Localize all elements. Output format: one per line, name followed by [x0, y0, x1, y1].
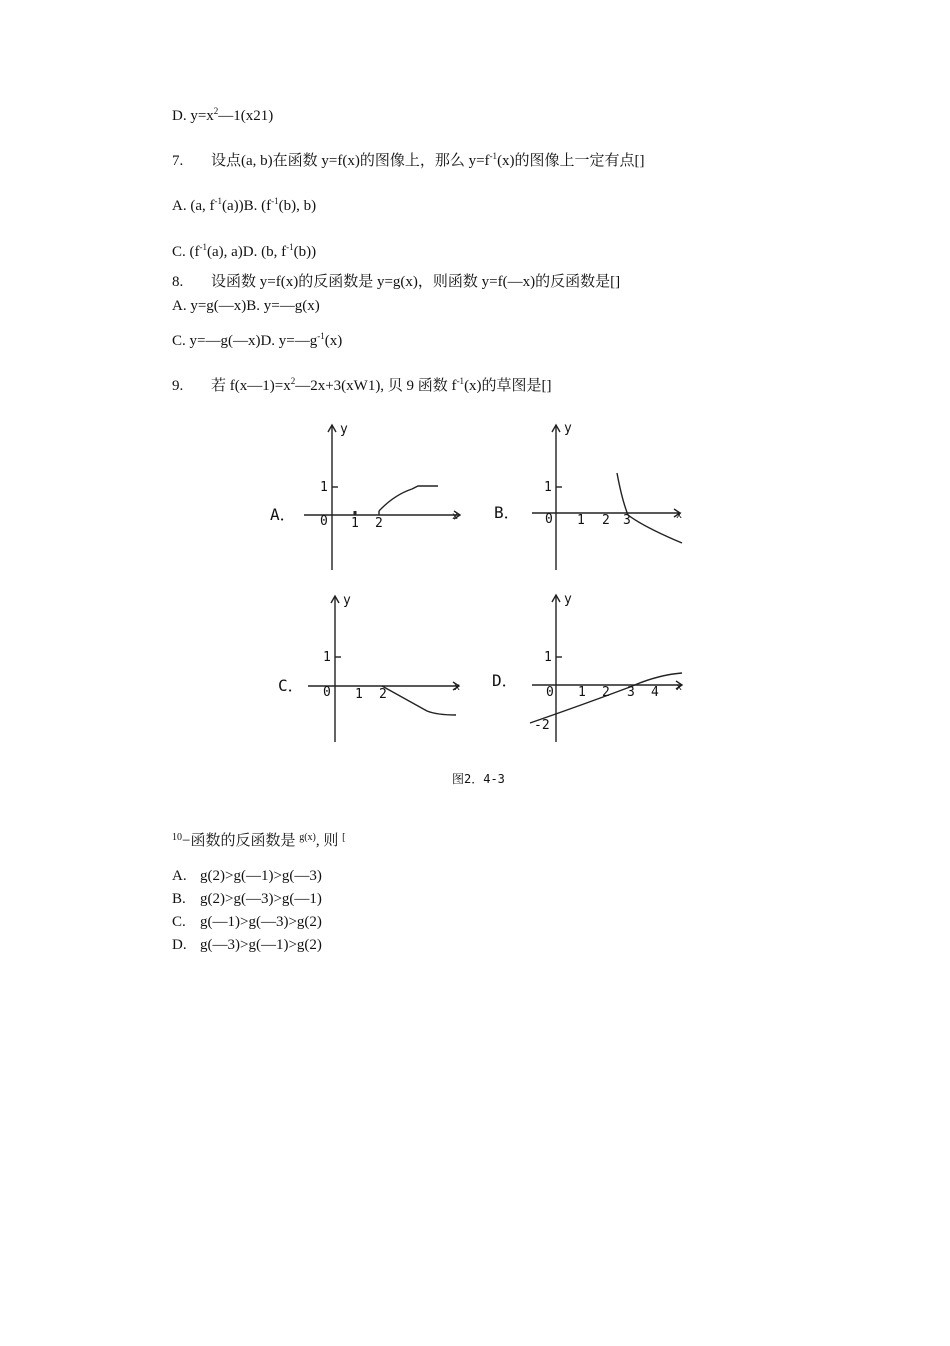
- q9-figure: [262, 415, 692, 795]
- panel-a-tick-y: 1: [320, 480, 328, 495]
- panel-c-tick-x1: 1: [355, 687, 363, 702]
- q7-stem: [172, 152, 645, 170]
- q9-s3: (x)的草图是[]: [464, 378, 552, 394]
- q7-cd-sup1: -1: [199, 242, 207, 252]
- q7-stem-sup: -1: [489, 151, 498, 161]
- q7-cd-2: (a), a)D. (b, f: [207, 244, 287, 260]
- panel-b-origin: 0: [545, 512, 553, 527]
- q10-option-d: [172, 936, 322, 954]
- panel-c-curve: [382, 686, 456, 715]
- q10-option-b-text: g(2)>g(—3)>g(—1): [200, 891, 322, 907]
- q10-tail: [: [342, 832, 346, 843]
- q8-options-cd: [172, 332, 342, 350]
- panel-c-y-label: y: [343, 593, 351, 608]
- panel-d-origin: 0: [546, 685, 554, 700]
- panel-a-x-label: x: [452, 511, 459, 522]
- q6d-text-post: —1(x21): [218, 108, 274, 124]
- q8-cd-2: (x): [324, 333, 343, 349]
- panel-b-tick-x3: 3: [623, 513, 631, 528]
- q10-number: 10: [172, 832, 182, 843]
- panel-c-x-label: x: [454, 682, 461, 693]
- q9-stem: [172, 377, 552, 395]
- q7-stem-a: 设点(a, b)在函数 y=f(x)的图像上，那么 y=f: [211, 153, 490, 169]
- q7-ab-2: (a))B. (f: [221, 198, 272, 214]
- q10-option-b-letter: B.: [172, 891, 186, 907]
- panel-d-tick-x4: 4: [651, 685, 659, 700]
- q7-cd-3: (b)): [293, 244, 317, 260]
- panel-a-y-label: y: [340, 422, 348, 437]
- q7-ab-3: (b), b): [278, 198, 317, 214]
- panel-d-tick-x3: 3: [627, 685, 635, 700]
- panel-d-tick-x2: 2: [602, 685, 610, 700]
- q8-stem-text: 设函数 y=f(x)的反函数是 y=g(x)，则函数 y=f(—x)的反函数是[]: [211, 274, 621, 290]
- q10-option-c-letter: C.: [172, 914, 186, 930]
- q10-option-c-text: g(—1)>g(—3)>g(2): [200, 914, 322, 930]
- q7-stem-b: (x)的图像上一定有点[]: [497, 153, 645, 169]
- q10-option-d-letter: D.: [172, 937, 187, 953]
- q6d-text: D. y=x: [172, 108, 214, 124]
- q10-gx: g(x): [299, 832, 316, 843]
- panel-b-curve: [617, 473, 682, 543]
- q8-number: 8.: [172, 274, 184, 290]
- q6-option-d: [172, 107, 273, 125]
- q10-post: , 则: [315, 833, 339, 849]
- q9-sup1: 2: [290, 376, 296, 386]
- q8-stem: [172, 273, 620, 291]
- q6d-sup: 2: [213, 106, 219, 116]
- panel-b-tick-y: 1: [544, 480, 552, 495]
- panel-d-tick-y: 1: [544, 650, 552, 665]
- q7-number: 7.: [172, 153, 184, 169]
- q7-options-cd: [172, 243, 316, 261]
- q9-s2: —2x+3(xW1), 贝 9 函数 f: [295, 378, 457, 394]
- panel-d-y-label: y: [564, 592, 572, 607]
- panel-b-tick-x2: 2: [602, 513, 610, 528]
- q10-stem: [172, 829, 346, 850]
- q8-options-ab: A. y=g(—x)B. y=—g(x): [172, 298, 320, 314]
- panel-d-label: D．: [492, 671, 518, 690]
- q9-number: 9.: [172, 378, 184, 394]
- panel-a-origin: 0: [320, 514, 328, 529]
- panel-d-tick-x1: 1: [578, 685, 586, 700]
- q9-sup2: -1: [456, 376, 465, 386]
- q10-option-c: [172, 913, 322, 931]
- panel-b-y-label: y: [564, 421, 572, 436]
- q10-option-a-text: g(2)>g(—1)>g(—3): [200, 868, 322, 884]
- panel-a-label: A．: [270, 505, 296, 524]
- panel-c-origin: 0: [323, 685, 331, 700]
- q10-option-a: [172, 867, 322, 885]
- panel-b-label: B．: [494, 503, 520, 522]
- q7-ab-1: A. (a, f: [172, 198, 215, 214]
- q7-cd-1: C. (f: [172, 244, 200, 260]
- panel-c-label: C．: [278, 676, 304, 695]
- q10-option-b: [172, 890, 322, 908]
- panel-a-curve: [379, 486, 438, 511]
- q9-s1: 若 f(x—1)=x: [211, 378, 291, 394]
- q7-ab-sup1: -1: [214, 196, 222, 206]
- q10-option-a-letter: A.: [172, 868, 187, 884]
- q8-cd-1: C. y=—g(—x)D. y=—g: [172, 333, 318, 349]
- figure-caption: 图2．4-3: [452, 772, 505, 786]
- q7-ab-sup2: -1: [271, 196, 279, 206]
- panel-b-x-label: x: [676, 510, 683, 521]
- panel-b-tick-x1: 1: [577, 513, 585, 528]
- q7-cd-sup2: -1: [286, 242, 294, 252]
- panel-c-tick-y: 1: [323, 650, 331, 665]
- q7-options-ab: [172, 197, 316, 215]
- q10-option-d-text: g(—3)>g(—1)>g(2): [200, 937, 322, 953]
- panel-c-tick-x2: 2: [379, 687, 387, 702]
- q10-text: −函数的反函数是: [182, 833, 300, 849]
- panel-d-x-label: x: [676, 682, 683, 693]
- panel-d-tick-y-neg: -2: [534, 718, 550, 733]
- q8-cd-sup: -1: [317, 331, 325, 341]
- panel-a-tick-x1: 1: [351, 516, 359, 531]
- panel-a-tick-x2: 2: [375, 516, 383, 531]
- graphs-svg: [262, 415, 692, 795]
